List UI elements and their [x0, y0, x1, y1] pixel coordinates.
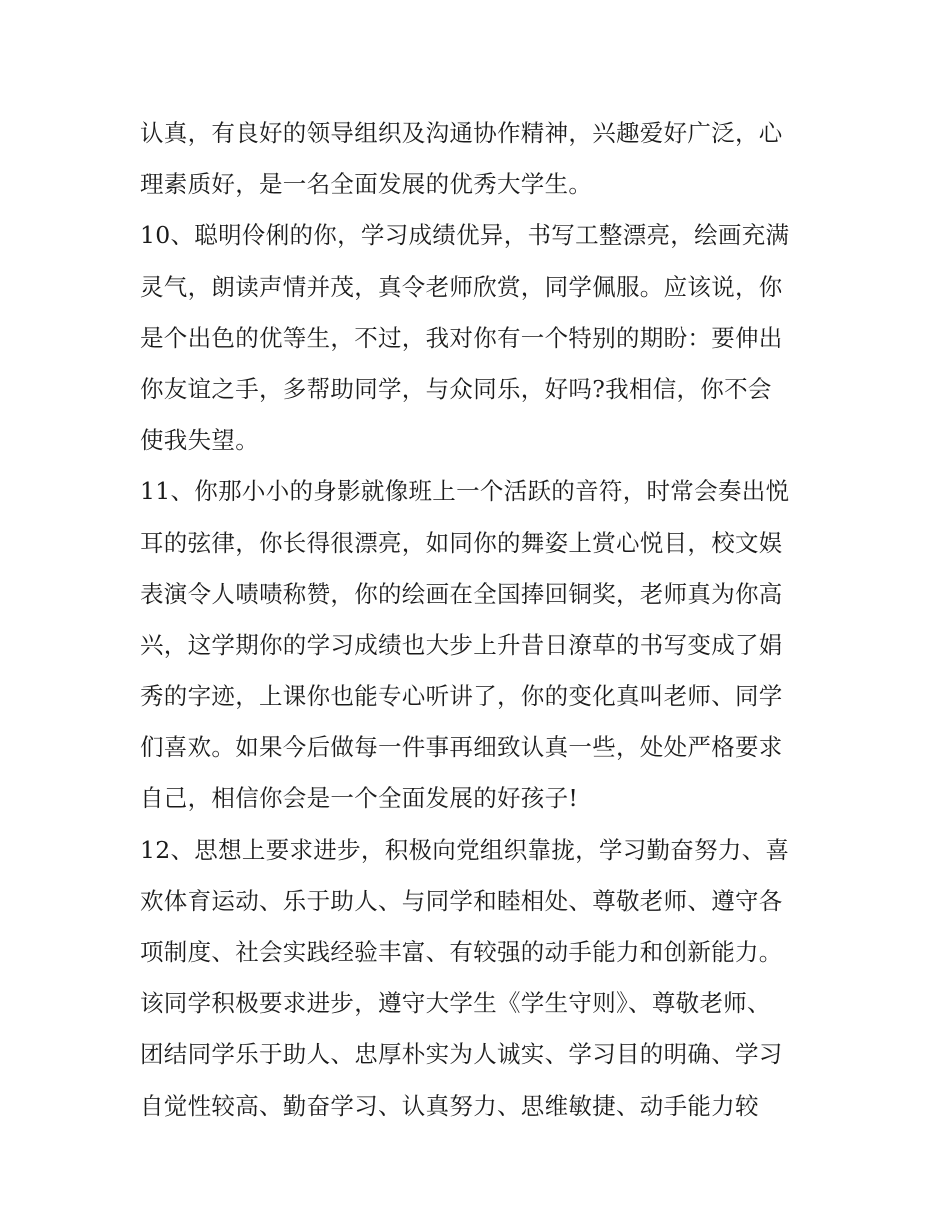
- text-line: 项制度、社会实践经验丰富、有较强的动手能力和创新能力。: [140, 938, 783, 966]
- body-text: [140, 108, 830, 1132]
- text-line: 们喜欢。如果今后做每一件事再细致认真一些，处处严格要求: [140, 733, 783, 762]
- text-line: 秀的字迹，上课你也能专心听讲了，你的变化真叫老师、同学: [140, 682, 783, 711]
- text-line: 耳的弦律，你长得很漂亮，如同你的舞姿上赏心悦目，校文娱: [140, 528, 783, 557]
- text-line: 自觉性较高、勤奋学习、认真努力、思维敏捷、动手能力较: [140, 1091, 759, 1120]
- text-line: 灵气，朗读声情并茂，真令老师欣赏，同学佩服。应该说，你: [140, 272, 783, 301]
- text-line: 10、聪明伶俐的你，学习成绩优异，书写工整漂亮，绘画充满: [140, 221, 790, 250]
- text-line: 兴，这学期你的学习成绩也大步上升昔日潦草的书写变成了娟: [140, 630, 783, 659]
- text-line: 自己，相信你会是一个全面发展的好孩子!: [140, 784, 579, 813]
- text-line: 是个出色的优等生，不过，我对你有一个特别的期盼：要伸出: [140, 323, 783, 352]
- text-line: 使我失望。: [140, 426, 259, 455]
- text-line: 该同学积极要求进步，遵守大学生《学生守则》、尊敬老师、: [140, 989, 771, 1018]
- text-line: 团结同学乐于助人、忠厚朴实为人诚实、学习目的明确、学习: [140, 1040, 783, 1069]
- text-line: 欢体育运动、乐于助人、与同学和睦相处、尊敬老师、遵守各: [140, 886, 783, 915]
- text-line: 11、你那小小的身影就像班上一个活跃的音符，时常会奏出悦: [140, 477, 790, 506]
- text-line: 你友谊之手，多帮助同学，与众同乐，好吗?我相信，你不会: [140, 374, 772, 403]
- text-line: 表演令人啧啧称赞，你的绘画在全国捧回铜奖，老师真为你高: [140, 579, 783, 608]
- text-line: 理素质好，是一名全面发展的优秀大学生。: [140, 170, 593, 199]
- text-line: 12、思想上要求进步，积极向党组织靠拢，学习勤奋努力、喜: [140, 835, 790, 864]
- text-line: 认真，有良好的领导组织及沟通协作精神，兴趣爱好广泛，心: [140, 119, 783, 147]
